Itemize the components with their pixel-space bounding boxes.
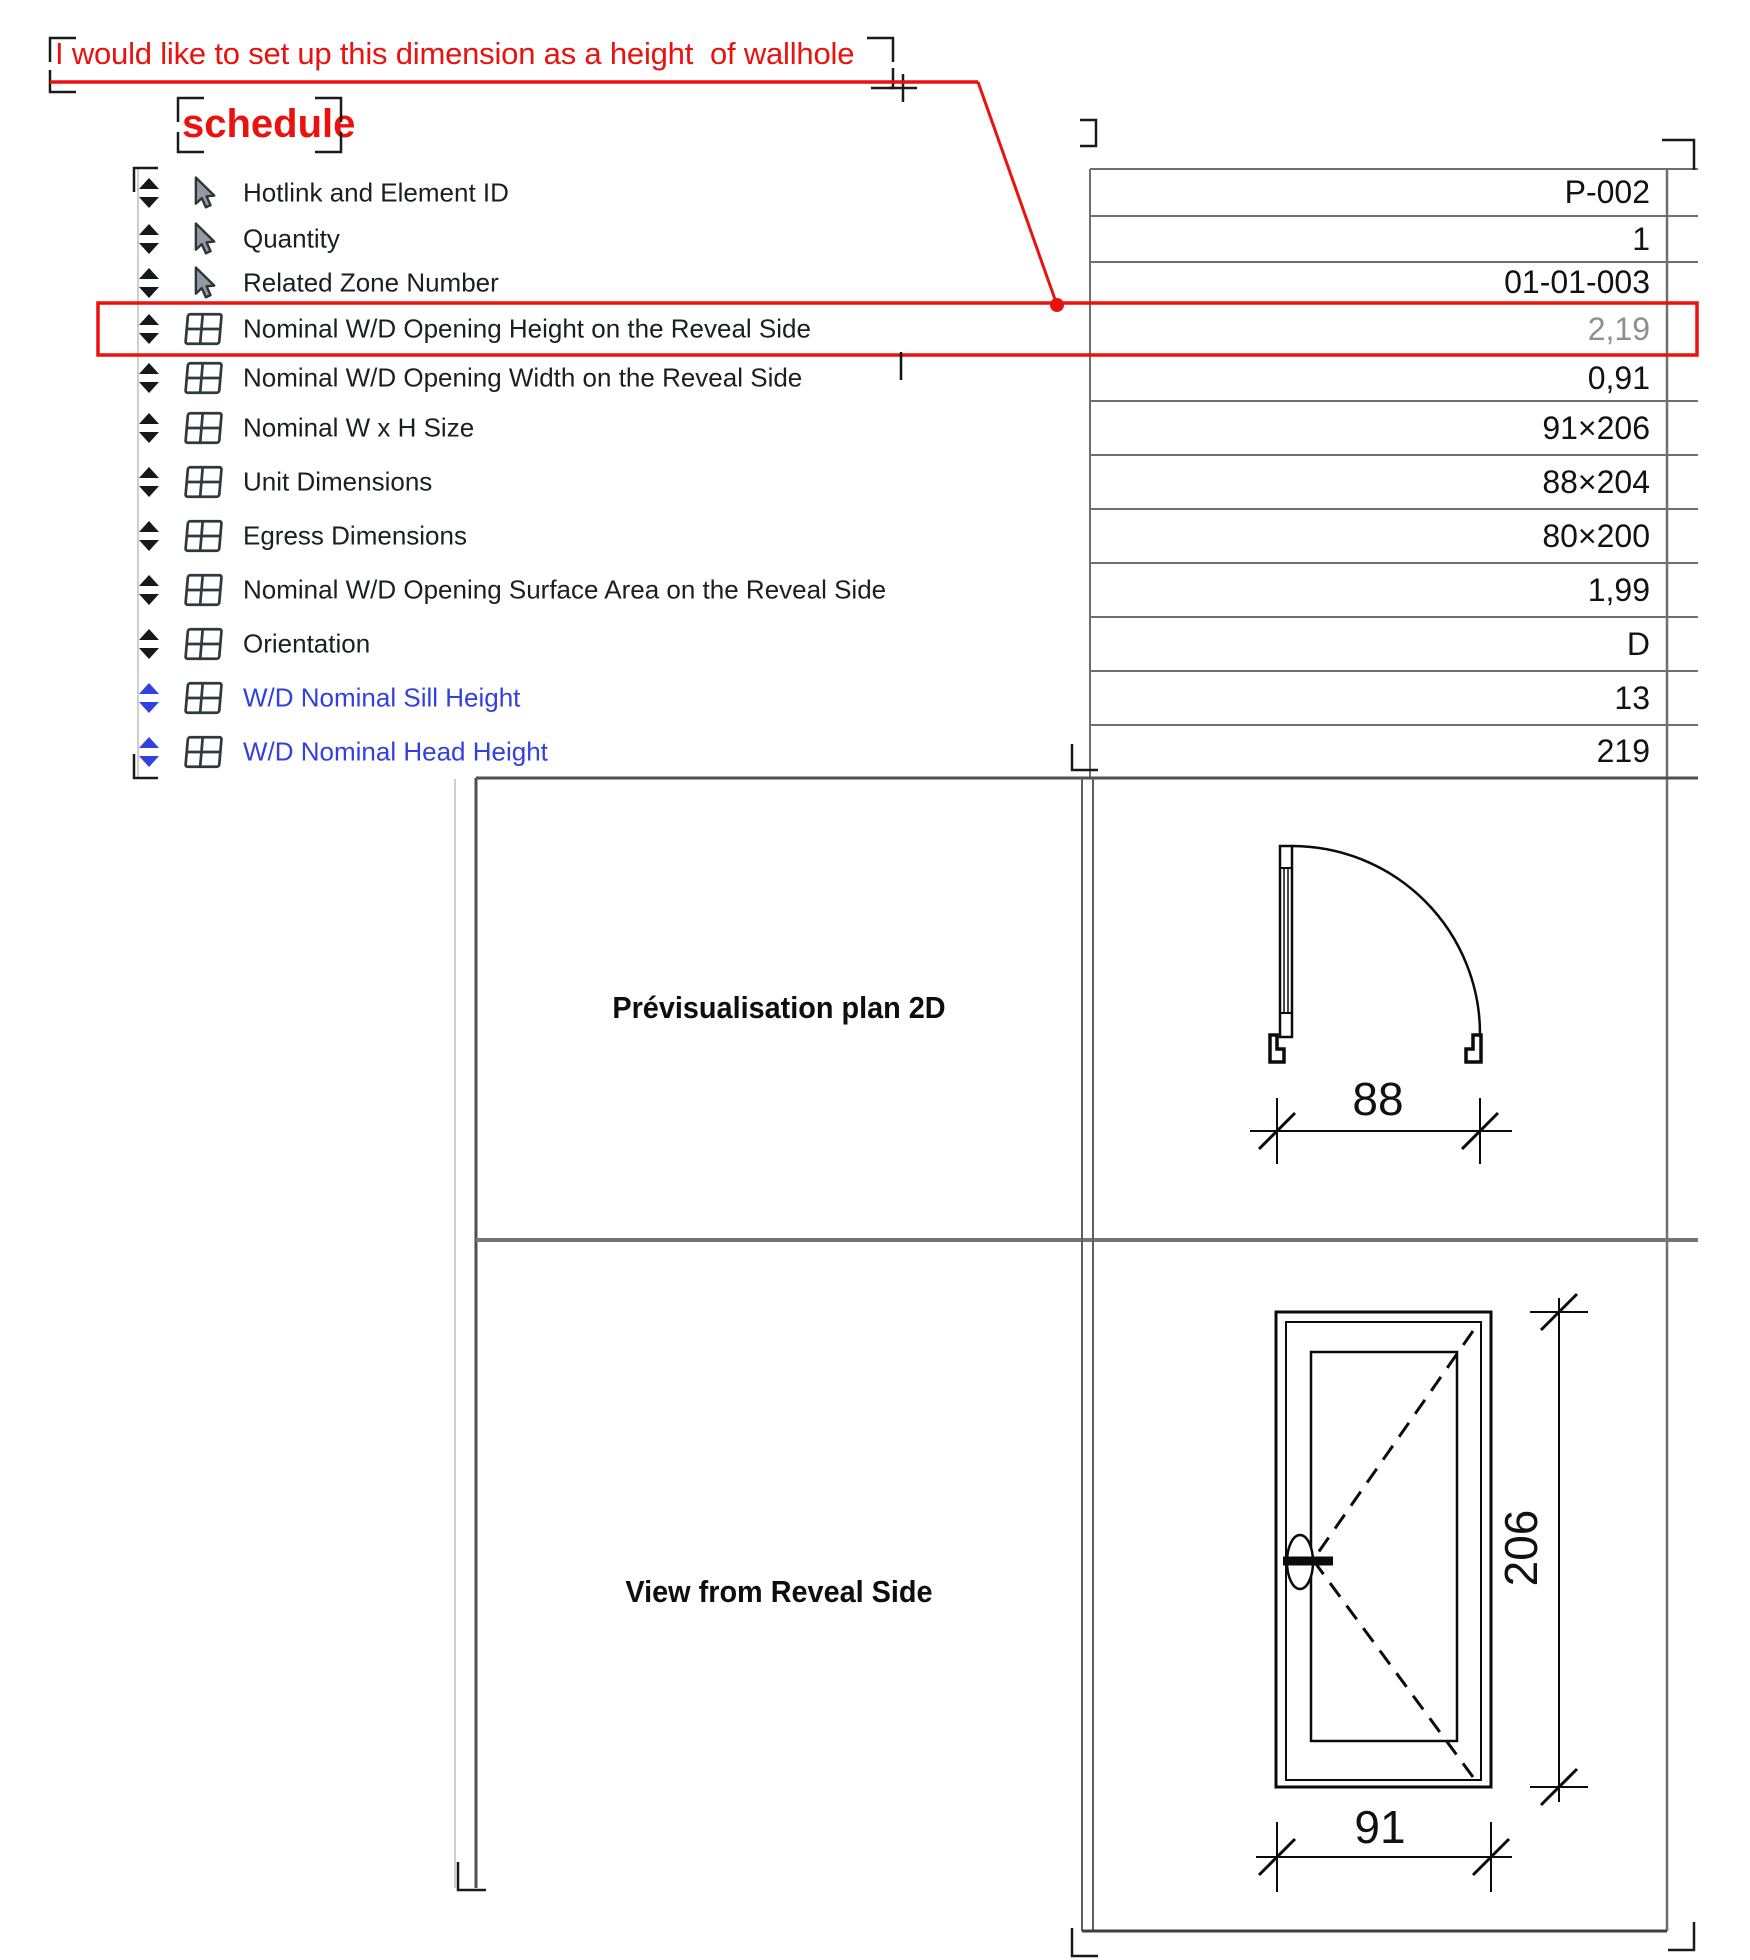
preview-frame <box>455 778 1698 1931</box>
value-cell[interactable]: 0,91 <box>1587 359 1650 396</box>
value-cell[interactable]: 01-01-003 <box>1504 264 1650 300</box>
value-cell[interactable]: 13 <box>1614 679 1650 716</box>
value-cell[interactable]: 1 <box>1632 220 1650 257</box>
value-cell[interactable]: 1,99 <box>1587 571 1650 608</box>
schedule-field-icon <box>182 733 224 771</box>
elevation-preview-label: View from Reveal Side <box>625 1574 933 1609</box>
sort-toggle-icon[interactable] <box>136 267 162 299</box>
plan-width-value: 88 <box>1352 1073 1404 1125</box>
sort-toggle-icon[interactable] <box>136 736 162 768</box>
schedule-row[interactable] <box>0 401 1750 455</box>
schedule-field-icon <box>182 463 224 501</box>
field-label[interactable]: Related Zone Number <box>243 267 499 297</box>
field-label[interactable]: Nominal W/D Opening Width on the Reveal Side <box>243 362 803 393</box>
field-label[interactable]: Orientation <box>243 628 371 659</box>
wall-stub-right <box>1466 1035 1481 1062</box>
elevation-height-dimension <box>1495 1294 1588 1805</box>
opening-direction-dashes <box>1313 1331 1473 1777</box>
door-handle <box>1287 1535 1313 1589</box>
sort-toggle-icon[interactable] <box>136 362 162 394</box>
door-elevation-symbol <box>1276 1312 1491 1787</box>
value-cell[interactable]: P-002 <box>1564 174 1650 210</box>
field-label[interactable]: W/D Nominal Head Height <box>243 736 548 766</box>
pointer-icon <box>182 174 224 212</box>
value-cell[interactable]: D <box>1626 625 1650 662</box>
schedule-row-linked[interactable] <box>0 725 1750 778</box>
pointer-icon <box>182 264 224 302</box>
value-cell[interactable]: 80×200 <box>1542 517 1650 554</box>
value-cell[interactable]: 219 <box>1596 733 1650 769</box>
elevation-height-value: 206 <box>1495 1509 1547 1587</box>
schedule-row[interactable] <box>0 169 1750 216</box>
elevation-width-dimension <box>1256 1801 1512 1892</box>
pointer-icon <box>182 220 224 258</box>
sort-toggle-icon[interactable] <box>136 466 162 498</box>
sort-toggle-icon[interactable] <box>136 574 162 606</box>
door-plan-symbol <box>1270 846 1481 1062</box>
sort-toggle-icon[interactable] <box>136 313 162 345</box>
plan-width-dimension <box>1250 1073 1512 1164</box>
schedule-row-linked[interactable] <box>0 671 1750 725</box>
value-cell[interactable]: 88×204 <box>1542 463 1650 500</box>
sort-toggle-icon[interactable] <box>136 223 162 255</box>
annotation-note: I would like to set up this dimension as a height of wallhole <box>55 36 855 71</box>
schedule-field-icon <box>182 310 224 348</box>
schedule-row-highlighted[interactable] <box>0 303 1750 355</box>
annotation-schedule-title: schedule <box>182 102 356 146</box>
field-label[interactable]: Nominal W x H Size <box>243 412 475 443</box>
schedule-row[interactable] <box>0 455 1750 509</box>
field-label[interactable]: W/D Nominal Sill Height <box>243 682 521 713</box>
sort-toggle-icon[interactable] <box>136 520 162 552</box>
plan-preview-label: Prévisualisation plan 2D <box>612 990 946 1025</box>
schedule-field-icon <box>182 409 224 447</box>
sort-toggle-icon[interactable] <box>136 682 162 714</box>
field-label[interactable]: Quantity <box>243 223 340 254</box>
field-label[interactable]: Unit Dimensions <box>243 466 433 497</box>
schedule-field-icon <box>182 571 224 609</box>
elevation-width-value: 91 <box>1354 1801 1406 1853</box>
field-label[interactable]: Nominal W/D Opening Surface Area on the Reveal Side <box>243 574 887 605</box>
sort-toggle-icon[interactable] <box>136 628 162 660</box>
schedule-row[interactable] <box>0 355 1750 401</box>
schedule-field-icon <box>182 679 224 717</box>
sort-toggle-icon[interactable] <box>136 177 162 209</box>
field-label[interactable]: Hotlink and Element ID <box>243 177 509 207</box>
door-swing-arc <box>1292 846 1480 1034</box>
field-label[interactable]: Egress Dimensions <box>243 520 467 551</box>
field-label[interactable]: Nominal W/D Opening Height on the Reveal Side <box>243 313 811 344</box>
schedule-row[interactable] <box>0 617 1750 671</box>
schedule-field-icon <box>182 517 224 555</box>
schedule-field-icon <box>182 625 224 663</box>
schedule-row[interactable] <box>0 509 1750 563</box>
schedule-row[interactable] <box>0 216 1750 262</box>
schedule-field-icon <box>182 359 224 397</box>
value-cell[interactable]: 91×206 <box>1542 409 1650 446</box>
value-cell[interactable]: 2,19 <box>1587 310 1650 347</box>
schedule-row[interactable] <box>0 563 1750 617</box>
schedule-row[interactable] <box>0 262 1750 303</box>
wall-stub-left <box>1270 1035 1284 1062</box>
sort-toggle-icon[interactable] <box>136 412 162 444</box>
